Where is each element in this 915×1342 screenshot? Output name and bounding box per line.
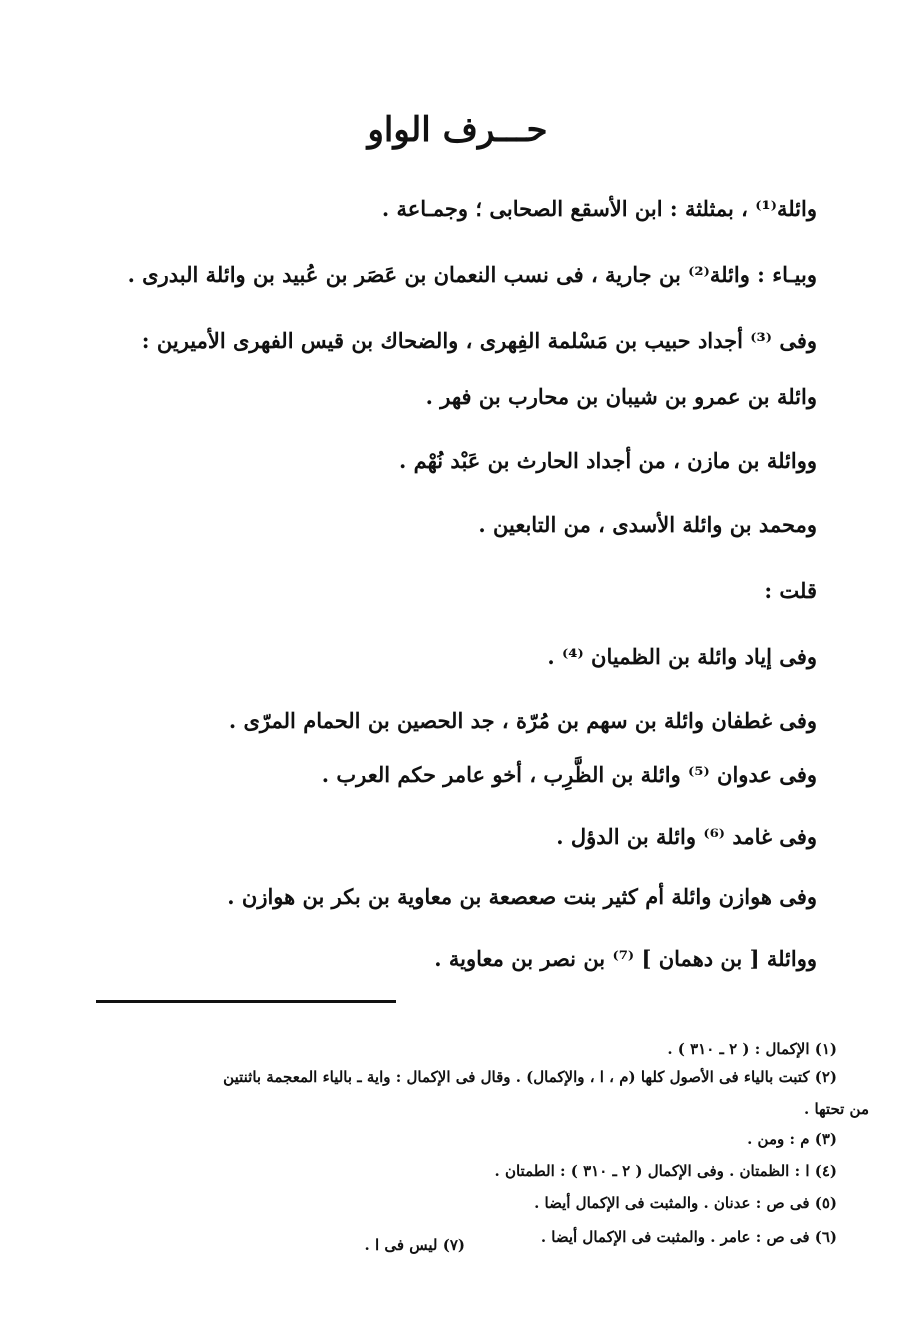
- body-line: ووائلة [ بن دهمان ] ⁽⁷⁾ بن نصر بن معاوية .: [434, 946, 817, 971]
- footnote: (٢) كتبت بالياء فى الأصول كلها (م ، ا ، والإكمال) . وقال فى الإكمال : واية ـ بالياء المعجمة باثنتين: [223, 1068, 837, 1086]
- body-line: وائلة⁽¹⁾ ، بمثلثة : ابن الأسقع الصحابى ؛ وجمـاعة .: [381, 196, 817, 221]
- body-line: وفى عدوان ⁽⁵⁾ وائلة بن الظَّرِب ، أخو عامر حكم العرب .: [321, 762, 817, 787]
- body-line: قلت :: [764, 578, 817, 603]
- footnote-divider: [96, 1000, 396, 1003]
- body-line: وبيـاء : وائلة⁽²⁾ بن جارية ، فى نسب النعمان بن عَصَر بن عُبيد بن وائلة البدرى .: [127, 262, 817, 287]
- body-line: ووائلة بن مازن ، من أجداد الحارث بن عَبْد نُهْم .: [399, 448, 817, 473]
- body-line: وفى إياد وائلة بن الظميان ⁽⁴⁾ .: [547, 644, 817, 669]
- footnote: (٥) فى ص : عدنان . والمثبت فى الإكمال أيضا .: [534, 1194, 837, 1212]
- body-line: ومحمد بن وائلة الأسدى ، من التابعين .: [478, 512, 817, 537]
- footnote: من تحتها .: [804, 1100, 869, 1118]
- footnote: (٤) ا : الظمتان . وفى الإكمال ( ٢ ـ ٣١٠ ) : الطمتان .: [494, 1162, 837, 1180]
- body-line: وفى غطفان وائلة بن سهم بن مُرّة ، جد الحصين بن الحمام المرّى .: [228, 708, 817, 733]
- body-line: وفى هوازن وائلة أم كثير بنت صعصعة بن معاوية بن بكر بن هوازن .: [227, 884, 817, 909]
- footnote: (١) الإكمال : ( ٢ ـ ٣١٠ ) .: [667, 1040, 837, 1058]
- body-line: وفى ⁽³⁾ أجداد حبيب بن مَسْلمة الفِهرى ، والضحاك بن قيس الفهرى الأميرين :: [141, 328, 817, 353]
- body-line: وائلة بن عمرو بن شيبان بن محارب بن فهر .: [425, 384, 817, 409]
- body-line: وفى غامد ⁽⁶⁾ وائلة بن الدؤل .: [556, 824, 817, 849]
- chapter-title: حـــرف الواو: [367, 110, 548, 150]
- footnote: (٦) فى ص : عامر . والمثبت فى الإكمال أيضا .: [540, 1228, 837, 1246]
- footnote: (٣) م : ومن .: [747, 1130, 837, 1148]
- footnote: (٧) ليس فى ا .: [364, 1236, 465, 1254]
